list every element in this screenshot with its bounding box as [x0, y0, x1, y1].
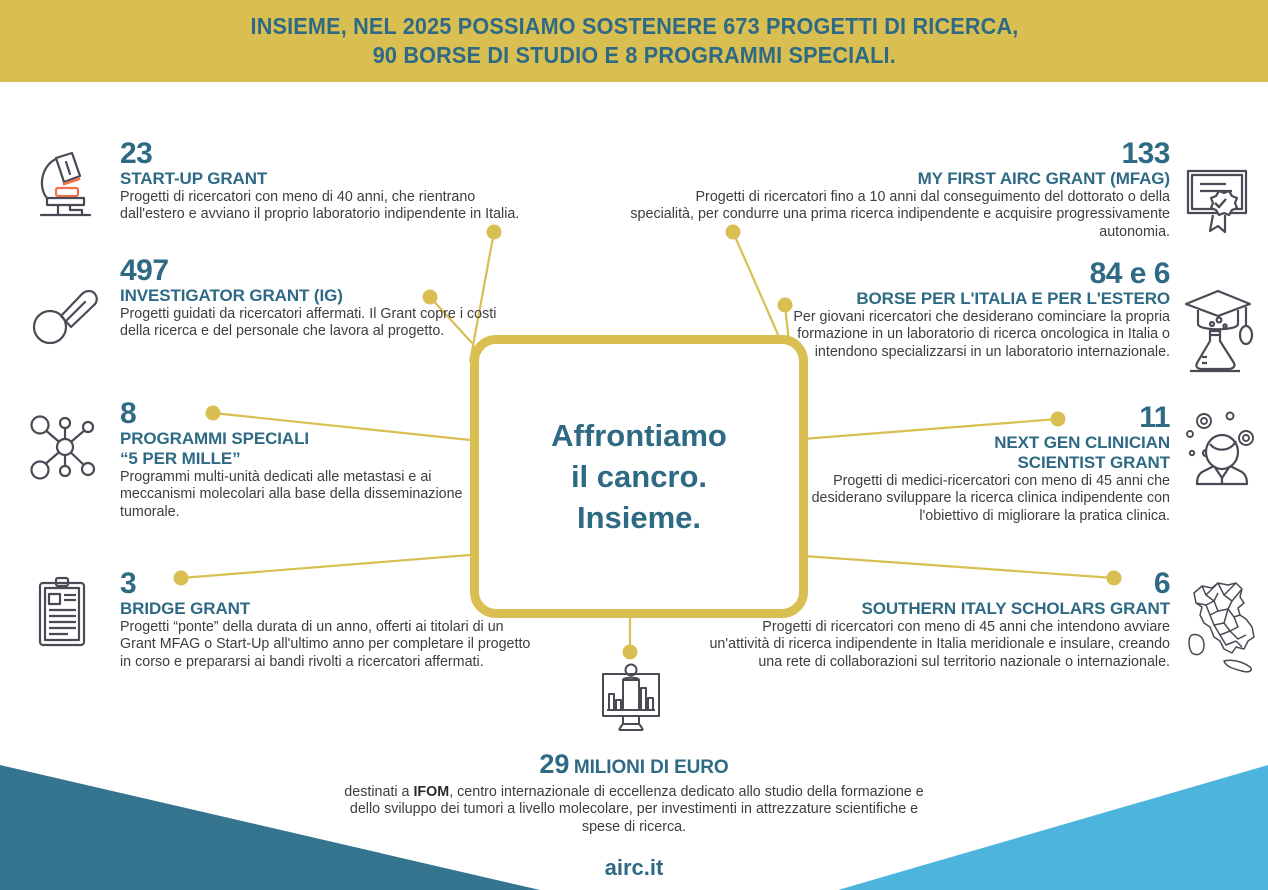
center-line-3: Insieme. — [576, 500, 702, 535]
network-nodes-icon — [22, 404, 108, 490]
item-title: PROGRAMMI SPECIALI — [120, 429, 309, 448]
center-line-2: il cancro. — [570, 459, 708, 494]
item-title: SOUTHERN ITALY SCHOLARS GRANT — [861, 599, 1170, 618]
item-description: Progetti di ricercatori con meno di 45 anni che intendono avviare un'attività di ricerca indipendente in Italia meridionale e insulare, creando una rete di collaborazioni sul territorio nazionale o internazionale. — [709, 619, 1170, 670]
item-number: 23 — [120, 137, 153, 170]
item-number: 497 — [120, 254, 169, 287]
chart-monitor-icon — [595, 660, 667, 738]
item-investigator-grant — [120, 255, 520, 341]
microscope-icon — [22, 140, 108, 226]
item-description: Progetti di ricercatori fino a 10 anni dal conseguimento del dottorato o della specialità, per condurre una prima ricerca indipendente e acquisire progressivamente autonomia. — [630, 189, 1170, 240]
item-programmi-speciali — [120, 398, 500, 521]
item-number: 133 — [1121, 137, 1170, 170]
item-title: START-UP GRANT — [120, 169, 268, 188]
clinician-gears-icon — [1184, 408, 1264, 488]
magnifier-icon — [22, 272, 108, 358]
item-title: INVESTIGATOR GRANT (IG) — [120, 286, 343, 305]
item-title-second-line: “5 PER MILLE” — [120, 449, 241, 468]
item-description: Progetti “ponte” della durata di un anno, offerti ai titolari di un Grant MFAG o Start-Up all'ultimo anno per completare il progetto in corso e prepararsi ai bandi rivolti a ricercatori affermati. — [120, 619, 531, 670]
bottom-headline — [334, 750, 934, 782]
item-start-up-grant — [120, 138, 530, 224]
center-slogan-text — [551, 415, 727, 538]
item-number: 6 — [1153, 567, 1170, 600]
header-banner — [0, 0, 1268, 82]
bottom-description-pre: destinati a — [344, 784, 414, 800]
item-title: MY FIRST AIRC GRANT (MFAG) — [917, 169, 1170, 188]
item-description: Programmi multi-unità dedicati alle metastasi e ai meccanismi molecolari alla base della disseminazione tumorale. — [120, 469, 463, 520]
item-title: BRIDGE GRANT — [120, 599, 251, 618]
item-title-second-line: SCIENTIST GRANT — [1017, 453, 1170, 472]
bottom-number: 29 — [539, 749, 570, 779]
item-borse-italia-estero — [740, 258, 1170, 361]
bottom-description-post: , centro internazionale di eccellenza dedicato allo studio della formazione e dello sviluppo dei tumori a livello molecolare, per investimenti in attrezzature scientifiche e spese di ricerca. — [349, 784, 924, 835]
item-title: BORSE PER L'ITALIA E PER L'ESTERO — [856, 289, 1170, 308]
item-description: Progetti di ricercatori con meno di 40 anni, che rientrano dall'estero e avviano il proprio laboratorio indipendente in Italia. — [120, 189, 520, 223]
certificate-icon — [1180, 163, 1258, 241]
center-slogan-box — [470, 335, 808, 618]
bottom-title: MILIONI DI EURO — [573, 757, 729, 778]
bottom-description-bold: IFOM — [413, 784, 450, 800]
italy-map-icon — [1184, 575, 1264, 675]
item-ifom-milioni-di-euro — [334, 750, 934, 836]
header-line-2: 90 BORSE DI STUDIO E 8 PROGRAMMI SPECIALI. — [372, 42, 896, 68]
center-line-1: Affrontiamo — [551, 418, 727, 453]
header-line-1: INSIEME, NEL 2025 POSSIAMO SOSTENERE 673 PROGETTI DI RICERCA, — [250, 13, 1018, 39]
item-description: Progetti guidati da ricercatori affermati. Il Grant copre i costi della ricerca e del personale che lavora al progetto. — [120, 306, 497, 340]
item-next-gen-clinician — [790, 402, 1170, 525]
item-my-first-airc-grant — [630, 138, 1170, 241]
graduation-flask-icon — [1182, 283, 1260, 375]
item-number: 8 — [120, 397, 137, 430]
item-title: NEXT GEN CLINICIAN — [994, 433, 1170, 452]
item-description: Per giovani ricercatori che desiderano cominciare la propria formazione in un laboratorio di ricerca oncologica in Italia o intendono specializzarsi in un laboratorio internazionale. — [793, 309, 1170, 360]
item-number: 11 — [1139, 401, 1170, 434]
bottom-description — [334, 784, 934, 836]
item-number: 3 — [120, 567, 137, 600]
item-description: Progetti di medici-ricercatori con meno di 45 anni che desiderano sviluppare la ricerca clinica indipendente con l'obiettivo di migliorare la pratica clinica. — [811, 473, 1170, 524]
item-number: 84 e 6 — [1089, 257, 1170, 290]
clipboard-icon — [24, 570, 104, 656]
connector-dot — [487, 225, 502, 240]
connector-dot — [623, 645, 638, 660]
website-url[interactable]: airc.it — [604, 855, 664, 880]
